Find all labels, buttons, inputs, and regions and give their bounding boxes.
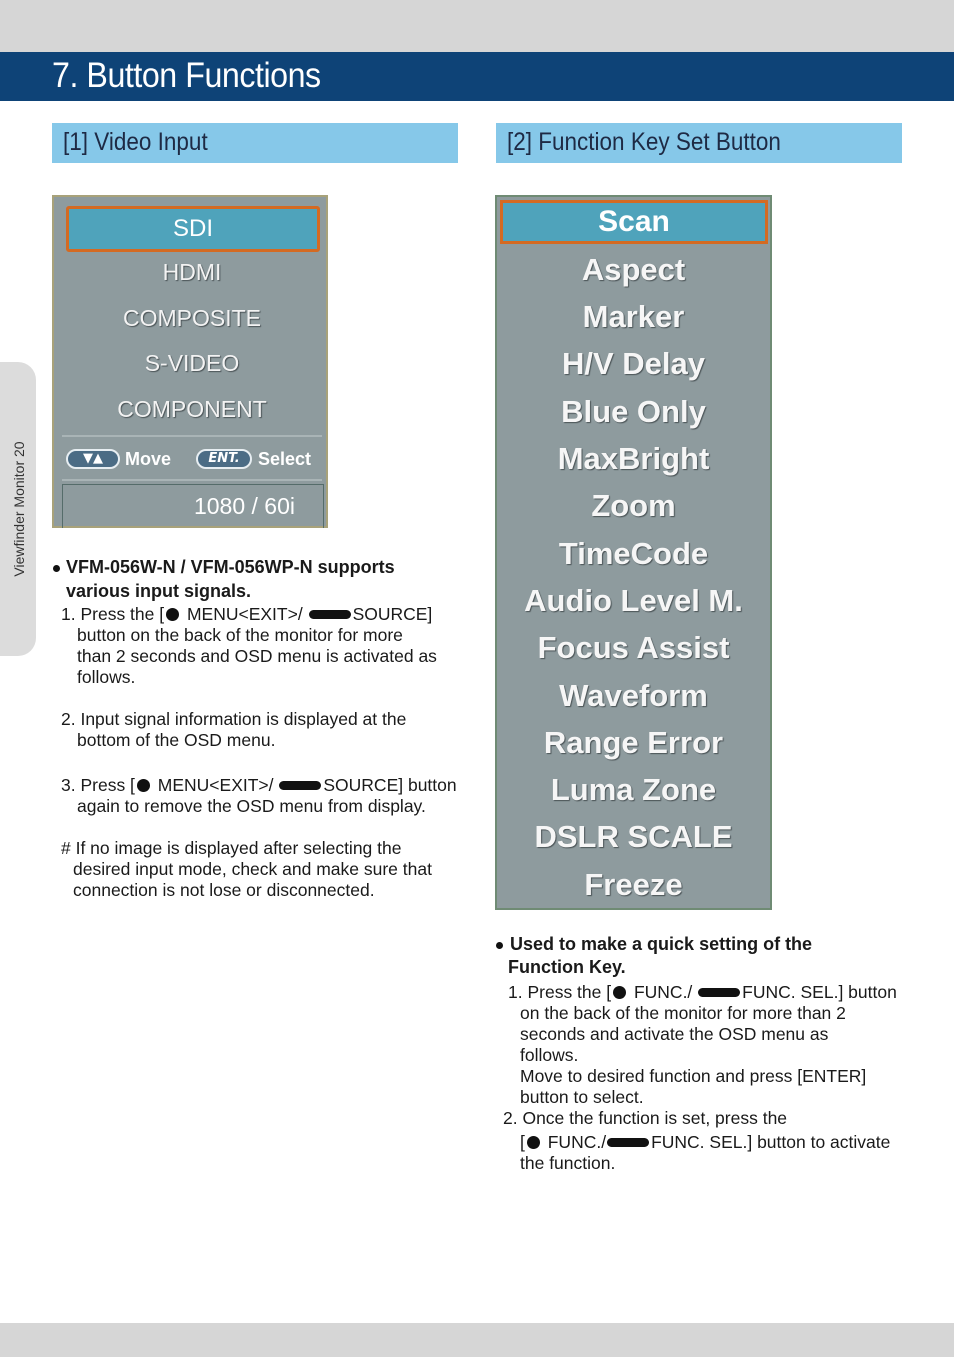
section1-step1-line3: than 2 seconds and OSD menu is activated as [77, 646, 437, 666]
text-run: FUNC./ [542, 1132, 607, 1152]
section2-bullet-line2: Function Key. [508, 957, 626, 977]
text-run: FUNC./ [629, 982, 698, 1002]
section2-step1-line5: Move to desired function and press [ENTER] [520, 1066, 867, 1086]
osd-item: COMPOSITE [122, 305, 261, 331]
osd-item: H/V Delay [561, 346, 705, 381]
osd-item: Marker [582, 299, 685, 334]
bullet-icon [53, 565, 60, 572]
section1-note-line2: desired input mode, check and make sure that [73, 859, 432, 879]
section1-step2-line2: bottom of the OSD menu. [77, 730, 276, 750]
text-run: MENU<EXIT>/ [182, 604, 308, 624]
osd-item: DSLR SCALE [534, 819, 733, 854]
source-button-icon [279, 781, 321, 790]
top-band [0, 0, 954, 52]
osd-item: Range Error [543, 725, 724, 760]
osd-item: Blue Only [561, 394, 706, 429]
section-heading-label: [1] Video Input [63, 128, 208, 156]
section2-step1-line1 [508, 982, 897, 1003]
section2-step1-line6: button to select. [520, 1087, 644, 1107]
osd-selected-label: SDI [172, 215, 213, 242]
section1-note-line1: # If no image is displayed after selecting the [61, 838, 402, 858]
section2-step1-line2: on the back of the monitor for more than 2 [520, 1003, 846, 1023]
osd-item: Focus Assist [537, 630, 730, 665]
func-button-icon [527, 1136, 540, 1149]
text-run: SOURCE] button [323, 775, 457, 795]
osd-selected-item [66, 206, 320, 252]
section-heading-label: [2] Function Key Set Button [507, 128, 781, 156]
func-sel-button-icon [698, 988, 740, 997]
side-tab [0, 362, 36, 656]
osd-item: Freeze [584, 867, 683, 902]
function-key-osd-menu [495, 195, 772, 910]
move-label: Move [125, 449, 172, 469]
osd-item: Aspect [581, 252, 686, 287]
osd-selected-item [500, 200, 768, 244]
video-input-osd-menu [52, 195, 328, 528]
osd-item: Audio Level M. [524, 583, 743, 618]
section2-step1-line3: seconds and activate the OSD menu as [520, 1024, 829, 1044]
osd-divider [62, 479, 322, 481]
section1-bullet-line2: various input signals. [66, 581, 252, 601]
osd-item: Waveform [559, 678, 708, 713]
section1-step1-line2: button on the back of the monitor for more [77, 625, 403, 645]
section2-step2-line2 [520, 1132, 890, 1153]
section1-step3-line2: again to remove the OSD menu from display. [77, 796, 426, 816]
text-run: 1. Press the [ [508, 982, 612, 1002]
text-run: [ [520, 1132, 525, 1152]
section2-step2-line1: 2. Once the function is set, press the [503, 1108, 788, 1128]
section2-step2-line3: the function. [520, 1153, 616, 1173]
section1-bullet-line1: VFM-056W-N / VFM-056WP-N supports [66, 557, 395, 577]
text-run: FUNC. SEL.] button to activate [651, 1132, 891, 1152]
osd-resolution-box [62, 484, 324, 528]
ent-key-icon: ENT. [196, 449, 252, 469]
text-run: 1. Press the [ [61, 604, 165, 624]
section1-step1-line1 [61, 604, 432, 625]
section2-step1-line4: follows. [520, 1045, 579, 1065]
osd-selected-label: Scan [598, 205, 670, 238]
osd-item: S-VIDEO [144, 350, 240, 376]
section-heading-function-key [496, 123, 902, 163]
section1-step3-line1 [61, 775, 457, 796]
page-title: 7. Button Functions [52, 56, 321, 95]
osd-item: Luma Zone [550, 772, 717, 807]
text-run: SOURCE] [352, 604, 433, 624]
source-button-icon [309, 610, 351, 619]
title-bar [0, 52, 954, 101]
section2-bullet-line1: Used to make a quick setting of the [510, 934, 813, 954]
section-heading-video-input [52, 123, 458, 163]
section1-step2-line1: 2. Input signal information is displayed at the [61, 709, 407, 729]
bottom-band [0, 1323, 954, 1357]
func-button-icon [613, 986, 626, 999]
section1-note-line3: connection is not lose or disconnected. [73, 880, 375, 900]
osd-nav-bar [54, 437, 326, 477]
osd-item: Zoom [591, 488, 676, 523]
osd-item: TimeCode [558, 536, 709, 571]
bullet-icon [496, 942, 503, 949]
text-run: 3. Press [ [61, 775, 135, 795]
side-tab-label: Viewfinder Monitor 20 [11, 441, 27, 577]
osd-item: MaxBright [557, 441, 710, 476]
menu-button-icon [137, 779, 150, 792]
osd-item: COMPONENT [117, 396, 267, 422]
menu-button-icon [166, 608, 179, 621]
select-label: Select [258, 449, 312, 469]
osd-item: HDMI [162, 259, 222, 285]
func-sel-button-icon [607, 1138, 649, 1147]
arrow-keys-icon: ▼▲ [66, 449, 120, 469]
text-run: MENU<EXIT>/ [152, 775, 279, 795]
section1-step1-line4: follows. [77, 667, 136, 687]
osd-resolution: 1080 / 60i [193, 493, 295, 519]
text-run: FUNC. SEL.] button [742, 982, 897, 1002]
